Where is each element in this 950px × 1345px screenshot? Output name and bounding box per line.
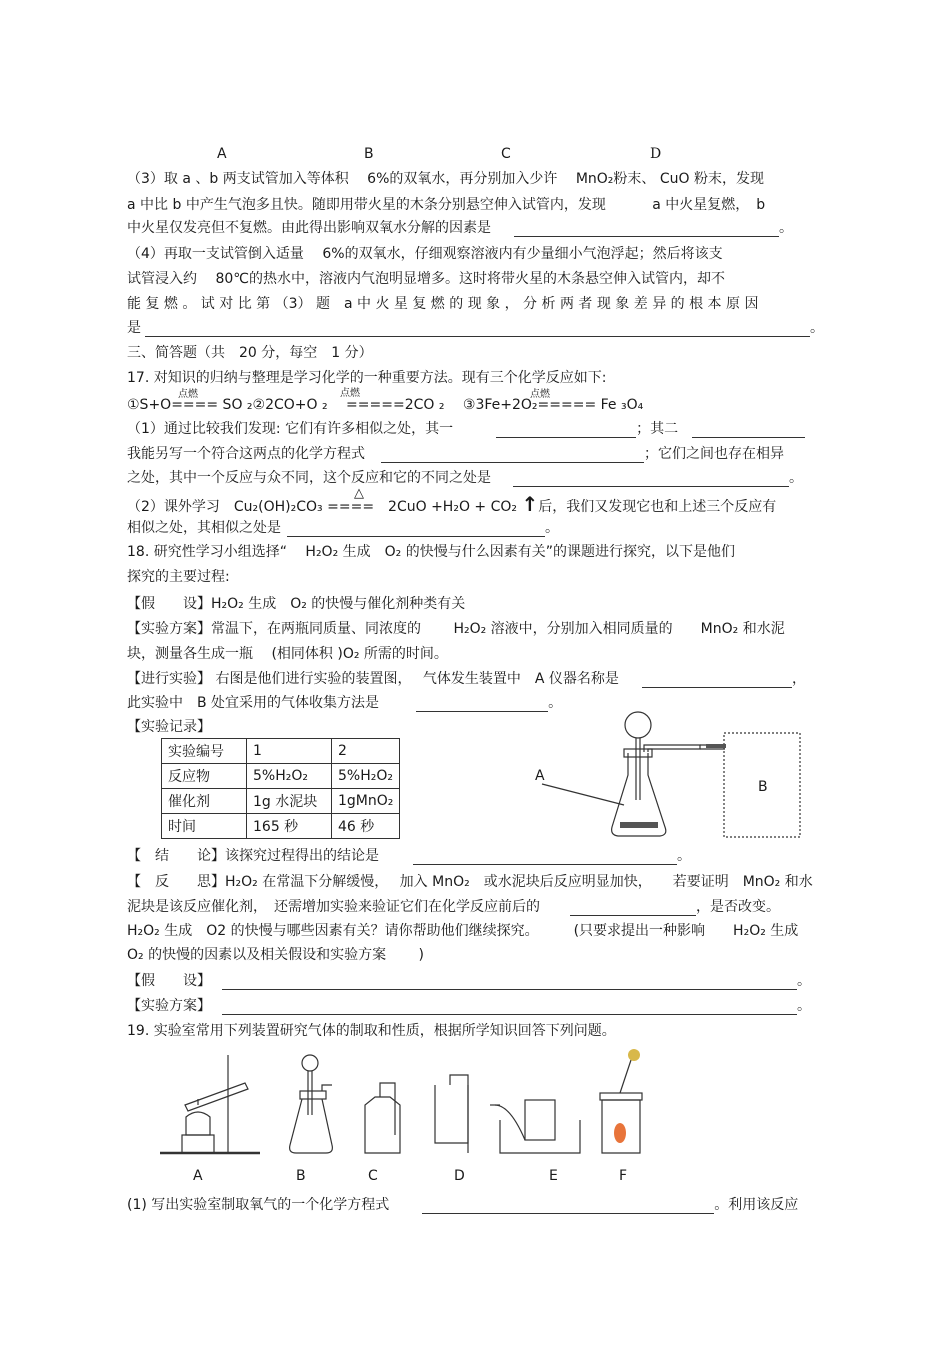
table-cell: 实验编号 [162,739,247,764]
q18-intro-1: 18. 研究性学习小组选择“ H₂O₂ 生成 O₂ 的快慢与什么因素有关”的课题进行探究，以下是他们 [127,544,735,560]
table-cell: 5%H₂O₂ [332,764,400,789]
q18-plan-1: 【实验方案】常温下，在两瓶同质量、同浓度的 H₂O₂ 溶液中，分别加入相同质量的 MnO₂ 和水泥 [127,621,785,637]
burning-flame-icon [614,1123,626,1143]
table-cell: 时间 [162,814,247,839]
funnel-bulb-icon [625,712,651,738]
table-row [162,764,400,789]
table-cell: 46 秒 [332,814,400,839]
top-label-c: C [501,146,511,162]
q17-intro: 17. 对知识的归纳与整理是学习化学的一种重要方法。现有三个化学反应如下: [127,370,607,386]
apparatus-e-icon [490,1100,580,1153]
q18-record-table [161,738,400,839]
q19-p1-line [127,1196,798,1214]
q17-p1-c: 我能另写一个符合这两点的化学方程式 [127,446,365,462]
apparatus-d-icon [435,1075,468,1153]
table-cell: 1gMnO₂ [332,789,400,814]
q18-blank-hyp2[interactable] [222,975,797,990]
match-flame-icon [628,1049,640,1061]
q18-exp1-end: ， [791,671,806,687]
q17-p2-d: 相似之处，其相似之处是 [127,520,281,536]
q4-line4-text: 是 [127,320,141,336]
table-cell: 反应物 [162,764,247,789]
q18-intro-2: 探究的主要过程: [127,569,230,585]
q4-line2: 试管浸入约 80℃的热水中，溶液内气泡明显增多。这时将带火星的木条悬空伸入试管内，却不 [127,271,725,287]
q19-label-c: C [368,1168,378,1184]
table-cell: 1 [247,739,332,764]
q18-plan3-line [127,997,811,1015]
q18-reflect-1: 【 反 思】H₂O₂ 在常温下分解缓慢， 加入 MnO₂ 或水泥块后反应明显加快， 若要证明 MnO₂ 和水 [127,874,813,890]
q18-blank-instrument[interactable] [642,673,792,688]
q4-line4 [127,319,824,337]
q18-exp2-end: 。 [548,695,563,711]
q17-cond-1: 点燃 [178,389,198,400]
q4-line1: （4）再取一支试管倒入适量 6%的双氧水，仔细观察溶液内有少量细小气泡浮起；然后将该支 [127,246,723,262]
table-cell: 催化剂 [162,789,247,814]
q17-p2-b: ==== 2CuO +H₂O + CO₂ [327,499,517,515]
q17-p2-c: 后，我们又发现它也和上述三个反应有 [538,499,777,515]
q3-line3 [127,219,793,237]
q18-blank-conclusion[interactable] [413,850,677,865]
q3-line3-text: 中火星仅发亮但不复燃。由此得出影响双氧水分解的因素是 [127,220,491,236]
q18-exp2-text: 此实验中 B 处宜采用的气体收集方法是 [127,695,380,711]
q17-p2-line2 [127,519,559,537]
table-cell: 5%H₂O₂ [247,764,332,789]
q3-end: 。 [779,220,793,236]
top-label-b: B [364,146,374,162]
q17-p1-b: ；其二 [636,421,679,437]
q19-label-a: A [193,1168,203,1184]
q17-p1-e: 之处，其中一个反应与众不同，这个反应和它的不同之处是 [127,470,491,486]
q17-equations: ①S+O==== SO ₂②2CO+O ₂ =====2CO ₂ ③3Fe+2O₂===== Fe ₃O₄ [127,397,644,413]
q18-blank-reflect[interactable] [570,901,696,916]
q17-p1-a: （1）通过比较我们发现: 它们有许多相似之处，其一 [127,421,454,437]
q18-refl2-end: ，是否改变。 [696,899,780,915]
q17-blank-2[interactable] [692,423,805,438]
table-cell: 2 [332,739,400,764]
q17-blank-4[interactable] [513,472,789,487]
q19-label-d: D [454,1168,465,1184]
q17-blank-5[interactable] [287,522,545,537]
table-cell: 1g 水泥块 [247,789,332,814]
q17-cond-3: 点燃 [530,389,550,400]
q4-end: 。 [810,320,824,336]
q18-blank-plan3[interactable] [222,1000,797,1015]
q17-p2-a: （2）课外学习 Cu₂(OH)₂CO₃ [127,499,323,515]
q18-exp1-text: 【进行实验】 右图是他们进行实验的装置图， 气体发生装置中 A 仪器名称是 [127,671,619,687]
q3-line2: a 中比 b 中产生气泡多且快。随即用带火星的木条分别悬空伸入试管内，发现 a 中火星复燃， b [127,197,766,213]
q19-label-e: E [549,1168,558,1184]
q18-plan3-label: 【实验方案】 [127,998,211,1014]
q18-record-label: 【实验记录】 [127,719,211,735]
q19-label-f: F [619,1168,628,1184]
apparatus-label-b: B [758,779,768,795]
q18-exp-line1 [127,670,806,688]
q4-line3: 能 复 燃 。 试 对 比 第 （3） 题 a 中 火 星 复 燃 的 现 象 ， 分 析 两 者 现 象 差 异 的 根 本 原 因 [127,296,759,312]
q19-blank-equation[interactable] [422,1199,714,1214]
q17-cond-2: 点燃 [340,388,360,399]
apparatus-b-icon [290,1055,333,1153]
q17-p1-end: 。 [789,470,803,486]
q17-p2-line1 [127,492,777,516]
q19-apparatus-diagram [150,1045,670,1160]
q18-plan-2: 块，测量各生成一瓶 (相同体积 )O₂ 所需的时间。 [127,646,448,662]
q19-p1-end: 。利用该反应 [714,1197,799,1213]
q4-answer-blank[interactable] [145,322,810,337]
apparatus-label-a: A [535,768,545,784]
q18-conclusion [127,847,691,865]
q17-p1-line2 [127,445,784,463]
q17-blank-1[interactable] [496,423,636,438]
q18-hypothesis: 【假 设】H₂O₂ 生成 O₂ 的快慢与催化剂种类有关 [127,596,466,612]
q19-label-b: B [296,1168,306,1184]
table-cell: 165 秒 [247,814,332,839]
q18-concl-text: 【 结 论】该探究过程得出的结论是 [127,848,379,864]
table-row [162,814,400,839]
q18-refl2-text: 泥块是该反应催化剂， 还需增加实验来验证它们在化学反应前后的 [127,899,540,915]
q18-hyp2-line [127,972,811,990]
top-label-a: A [217,146,227,162]
section-3-heading: 三、简答题（共 20 分，每空 1 分） [127,345,373,361]
q17-p2-end: 。 [545,520,559,536]
table-row [162,739,400,764]
q19-p1-text: (1) 写出实验室制取氧气的一个化学方程式 [127,1197,390,1213]
q18-reflect-2 [127,898,780,916]
q19-intro: 19. 实验室常用下列装置研究气体的制取和性质，根据所学知识回答下列问题。 [127,1023,616,1039]
q18-reflect-4: O₂ 的快慢的因素以及相关假设和实验方案 ) [127,947,424,963]
q18-reflect-3: H₂O₂ 生成 O2 的快慢与哪些因素有关？请你帮助他们继续探究。 (只要求提出一种影响 H₂O₂ 生成 [127,923,799,939]
q18-exp-line2 [127,694,562,712]
top-label-d: D [650,146,662,162]
apparatus-a-icon [160,1055,260,1153]
q18-apparatus-diagram [520,705,820,850]
q17-p1-d: ；它们之间也存在相异 [644,446,784,462]
q3-answer-blank[interactable] [514,222,779,237]
q17-blank-3[interactable] [381,448,644,463]
q17-gas-arrow: ↑ [521,492,539,516]
q17-p1-line1 [127,420,805,438]
table-row [162,789,400,814]
q18-plan3-end: 。 [797,998,811,1014]
q18-hyp2-label: 【假 设】 [127,973,211,989]
q17-p1-line3 [127,469,803,487]
apparatus-c-icon [365,1083,400,1153]
q3-line1: （3）取 a 、b 两支试管加入等体积 6%的双氧水，再分别加入少许 MnO₂粉末、 CuO 粉末，发现 [127,171,764,187]
q17-heat-symbol: △ [354,486,364,501]
q18-concl-end: 。 [677,848,691,864]
q18-hyp2-end: 。 [797,973,811,989]
